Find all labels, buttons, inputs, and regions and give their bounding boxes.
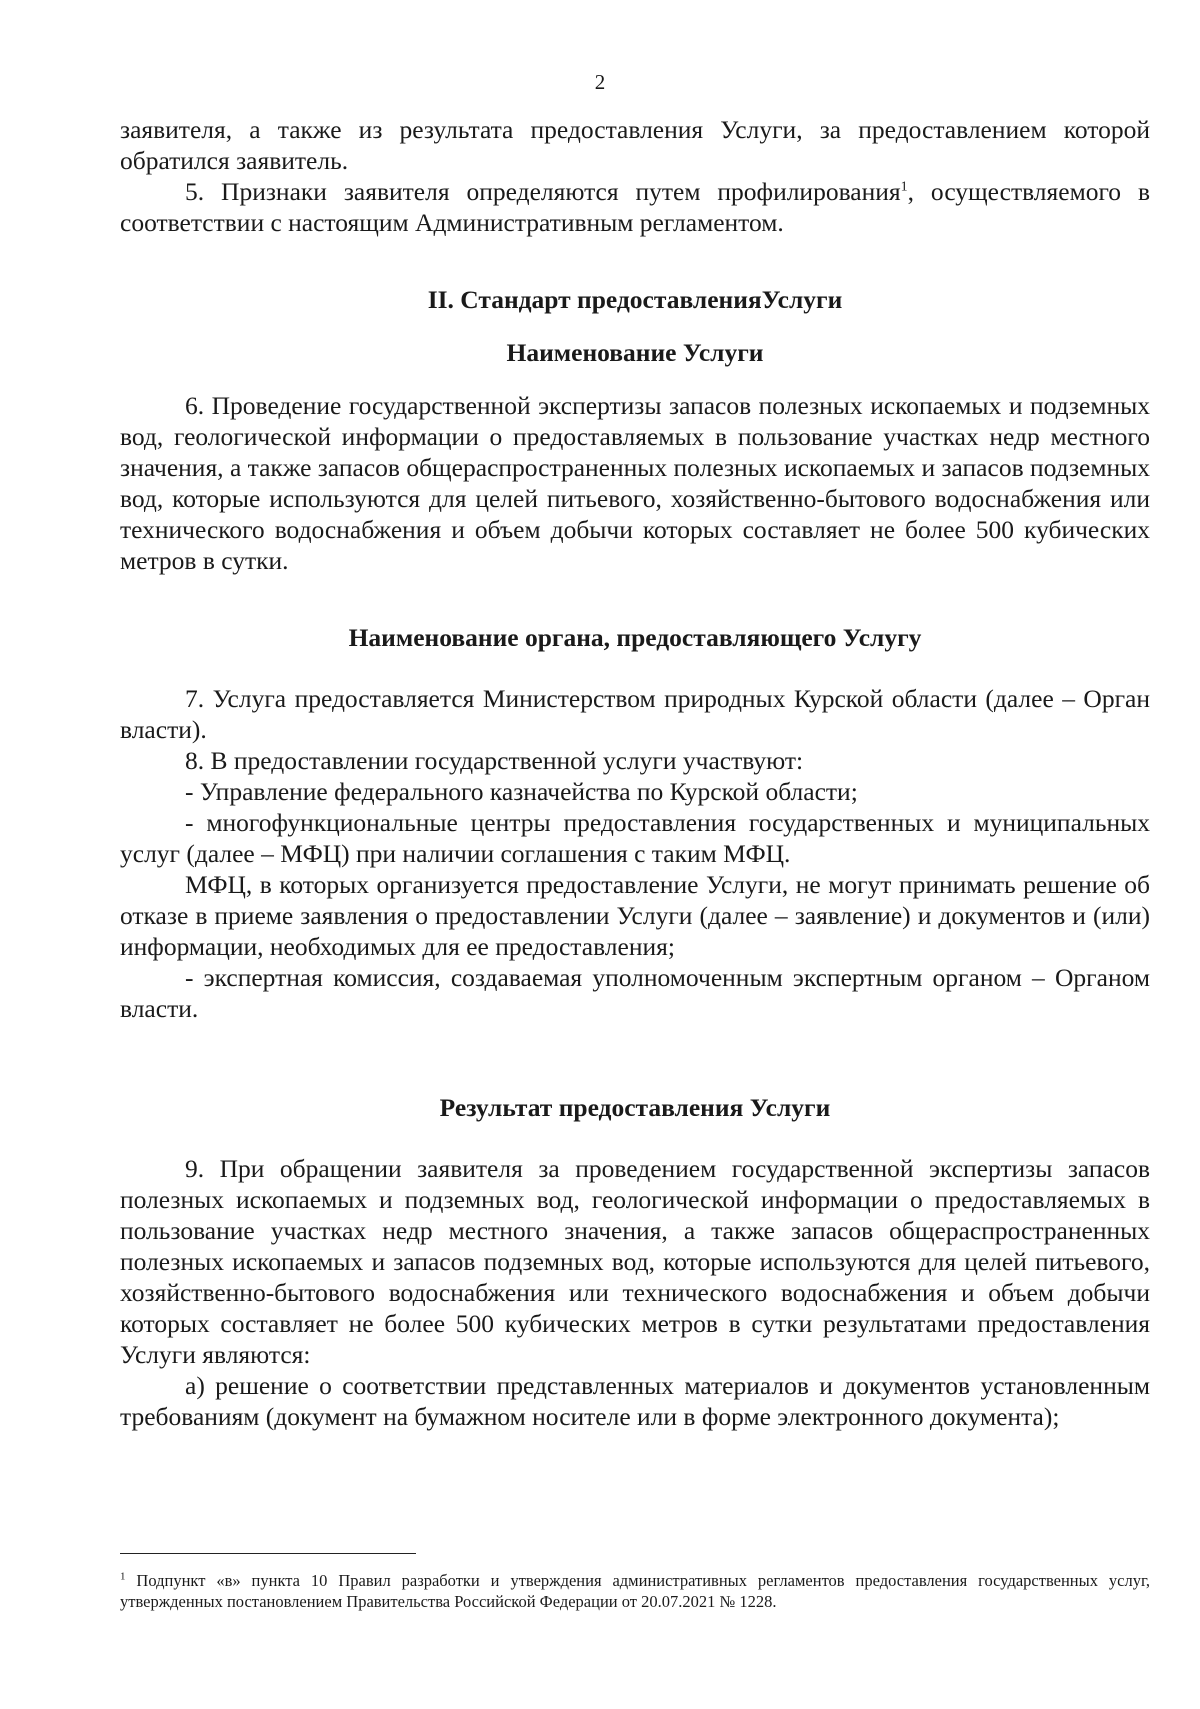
footnote-text: Подпункт «в» пункта 10 Правил разработки и утверждения административных регламентов предоставления государственных услуг, утвержденных постановлением Правительства Российской Федерации от 20.07.2021 № 1228.	[120, 1571, 1150, 1611]
paragraph-5-text: 5. Признаки заявителя определяются путем профилирования	[185, 177, 901, 206]
list-item-mfc: - многофункциональные центры предоставления государственных и муниципальных услуг (далее – МФЦ) при наличии соглашения с таким МФЦ.	[120, 808, 1150, 868]
paragraph-7: 7. Услуга предоставляется Министерством природных Курской области (далее – Орган власти).	[120, 684, 1150, 744]
page-number: 2	[594, 70, 606, 94]
list-item-treasury: - Управление федерального казначейства по Курской области;	[185, 777, 858, 806]
document-body	[120, 114, 1150, 1432]
service-name-heading: Наименование Услуги	[506, 338, 764, 367]
footnote-reference: 1	[900, 179, 908, 195]
footnote	[120, 1570, 1150, 1612]
paragraph-mfc: МФЦ, в которых организуется предоставление Услуги, не могут принимать решение об отказе в приеме заявления о предоставлении Услуги (далее – заявление) и документов и (или) информации, необходимых для ее предоставления;	[120, 870, 1150, 961]
paragraph-9: 9. При обращении заявителя за проведением государственной экспертизы запасов полезных ископаемых и подземных вод, геологической информации о предоставляемых в пользование участках недр местного значения, а также запасов общераспространенных полезных ископаемых и запасов подземных вод, которые используются для целей питьевого, хозяйственно-бытового водоснабжения или технического водоснабжения и объем добычи которых составляет не более 500 кубических метров в сутки результатами предоставления Услуги являются:	[120, 1154, 1150, 1369]
footnote-mark: 1	[120, 1570, 126, 1583]
paragraph-6: 6. Проведение государственной экспертизы запасов полезных ископаемых и подземных вод, геологической информации о предоставляемых в пользование участках недр местного значения, а также запасов общераспространенных полезных ископаемых и запасов подземных вод, которые используются для целей питьевого, хозяйственно-бытового водоснабжения или технического водоснабжения и объем добычи которых составляет не более 500 кубических метров в сутки.	[120, 391, 1150, 575]
paragraph-continuation: заявителя, а также из результата предоставления Услуги, за предоставлением которой обратился заявитель.	[120, 115, 1150, 175]
paragraph-5-rest: , осуществляемого в соответствии с настоящим Административным регламентом.	[120, 177, 1150, 237]
section-heading: II. Стандарт предоставленияУслуги	[427, 285, 843, 314]
footnote-divider	[120, 1553, 416, 1554]
organ-heading: Наименование органа, предоставляющего Услугу	[348, 623, 922, 652]
list-item-a: а) решение о соответствии представленных материалов и документов установленным требованиям (документ на бумажном носителе или в форме электронного документа);	[120, 1371, 1150, 1431]
result-heading: Результат предоставления Услуги	[439, 1093, 831, 1122]
paragraph-5	[120, 176, 1150, 238]
list-item-commission: - экспертная комиссия, создаваемая уполномоченным экспертным органом – Органом власти.	[120, 963, 1150, 1023]
paragraph-8: 8. В предоставлении государственной услуги участвуют:	[185, 746, 804, 775]
